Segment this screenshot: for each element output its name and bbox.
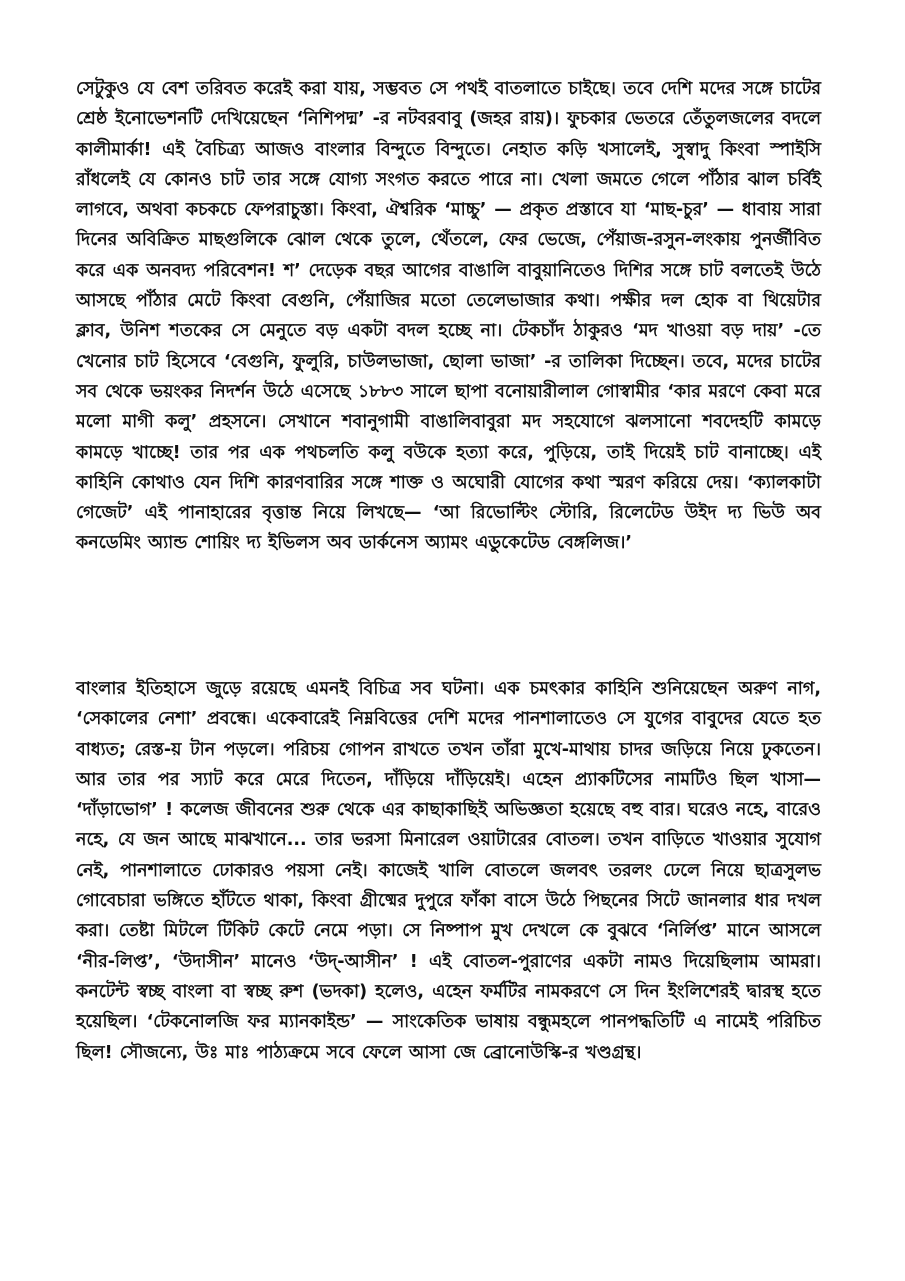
body-paragraph-2: বাংলার ইতিহাসে জুড়ে রয়েছে এমনই বিচিত্র সব ঘটনা। এক চমৎকার কাহিনি শুনিয়েছেন অরুণ নাগ, ‘সেকালের নেশা’ প্রবন্ধে। একেবারেই নিম্নবিত্তের দেশি মদের পানশালাতেও সে যুগের বাবুদের যেতে হত বাধ্যত; রেস্ত-য় টান পড়লে। পরিচয় গোপন রাখতে তখন তাঁরা মুখে-মাথায় চাদর জড়িয়ে নিয়ে ঢুকতেন। আর তার পর স্যাট করে মেরে দিতেন, দাঁড়িয়ে দাঁড়িয়েই। এহেন প্র্যাকটিসের নামটিও ছিল খাসা— ‘দাঁড়াভোগ’ ! কলেজ জীবনের শুরু থেকে এর কাছাকাছিই অভিজ্ঞতা হয়েছে বহু বার। ঘরেও নহে, বারেও নহে, যে জন আছে মাঝখানে... তার ভরসা মিনারেল ওয়াটারের বোতল। তখন বাড়িতে খাওয়ার সুযোগ নেই, পানশালাতে ঢোকারও পয়সা নেই। কাজেই খালি বোতলে জলবৎ তরলং ঢেলে নিয়ে ছাত্রসুলভ গোবেচারা ভঙ্গিতে হাঁটতে থাকা, কিংবা গ্রীষ্মের দুপুরে ফাঁকা বাসে উঠে পিছনের সিটে জানলার ধার দখল করা। তেষ্টা মিটলে টিকিট কেটে নেমে পড়া। সে নিষ্পাপ মুখ দেখলে কে বুঝবে ‘নির্লিপ্ত’ মানে আসলে ‘নীর-লিপ্ত’, ‘উদাসীন’ মানেও ‘উদ্-আসীন’ ! এই বোতল-পুরাণের একটা নামও দিয়েছিলাম আমরা। কনটেন্ট স্বচ্ছ বাংলা বা স্বচ্ছ রুশ (ভদকা) হলেও, এহেন ফর্মটির নামকরণে সে দিন ইংলিশেরই দ্বারস্থ হতে হয়েছিল। ‘টেকনোলজি ফর ম্যানকাইন্ড’ — সাংকেতিক ভাষায় বন্ধুমহলে পানপদ্ধতিটি এ নামেই পরিচিত ছিল! সৌজন্যে, উঃ মাঃ পাঠ্যক্রমে সবে ফেলে আসা জে ব্রোনোউস্কি-র খণ্ডগ্রন্থ।	[76, 679, 821, 1063]
body-paragraph-1: সেটুকুও যে বেশ তরিবত করেই করা যায়, সম্ভবত সে পথই বাতলাতে চাইছে। তবে দেশি মদের সঙ্গে চাটের শ্রেষ্ঠ ইনোভেশনটি দেখিয়েছেন ‘নিশিপদ্ম’ -র নটবরবাবু (জহর রায়)। ফুচকার ভেতরে তেঁতুলজলের বদলে কালীমার্কা! এই বৈচিত্র্য আজও বাংলার বিন্দুতে বিন্দুতে। নেহাত কড়ি খসালেই, সুস্বাদু কিংবা স্পাইসি রাঁধলেই যে কোনও চাট তার সঙ্গে যোগ্য সংগত করতে পারে না। খেলা জমতে গেলে পাঁঠার ঝাল চর্বিই লাগবে, অথবা কচকচে ফেপরাচুস্তা। কিংবা, ঐশ্বরিক ‘মাচ্চু’ — প্রকৃত প্রস্তাবে যা ‘মাছ-চুর’ — ধাবায় সারা দিনের অবিক্রিত মাছগুলিকে ঝোল থেকে তুলে, থেঁতলে, ফের ভেজে, পেঁয়াজ-রসুন-লংকায় পুনর্জীবিত করে এক অনবদ্য পরিবেশন! শ’ দেড়েক বছর আগের বাঙালি বাবুয়ানিতেও দিশির সঙ্গে চাট বলতেই উঠে আসছে পাঁঠার মেটে কিংবা বেগুনি, পেঁয়াজির মতো তেলেভাজার কথা। পক্ষীর দল হোক বা থিয়েটার ক্লাব, উনিশ শতকের সে মেনুতে বড় একটা বদল হচ্ছে না। টেকচাঁদ ঠাকুরও ‘মদ খাওয়া বড় দায়’ -তে খেনোর চাট হিসেবে ‘বেগুনি, ফুলুরি, চাউলভাজা, ছোলা ভাজা’ -র তালিকা দিচ্ছেন। তবে, মদের চাটের সব থেকে ভয়ংকর নিদর্শন উঠে এসেছে ১৮৮৩ সালে ছাপা বনোয়ারীলাল গোস্বামীর ‘কার মরণে কেবা মরে মলো মাগী কলু’ প্রহসনে। সেখানে শবানুগামী বাঙালিবাবুরা মদ সহযোগে ঝলসানো শবদেহটি কামড়ে কামড়ে খাচ্ছে! তার পর এক পথচলতি কলু বউকে হত্যা করে, পুড়িয়ে, তাই দিয়েই চাট বানাচ্ছে। এই কাহিনি কোথাও যেন দিশি কারণবারির সঙ্গে শাক্ত ও অঘোরী যোগের কথা স্মরণ করিয়ে দেয়। ‘ক্যালকাটা গেজেট’ এই পানাহারের বৃত্তান্ত নিয়ে লিখছে— ‘আ রিভোল্টিং স্টোরি, রিলেটেড উইদ দ্য ভিউ অব কনডেমিং অ্যান্ড শোয়িং দ্য ইভিলস অব ডার্কনেস অ্যামং এডুকেটেড বেঙ্গলিজ।’	[76, 79, 821, 554]
